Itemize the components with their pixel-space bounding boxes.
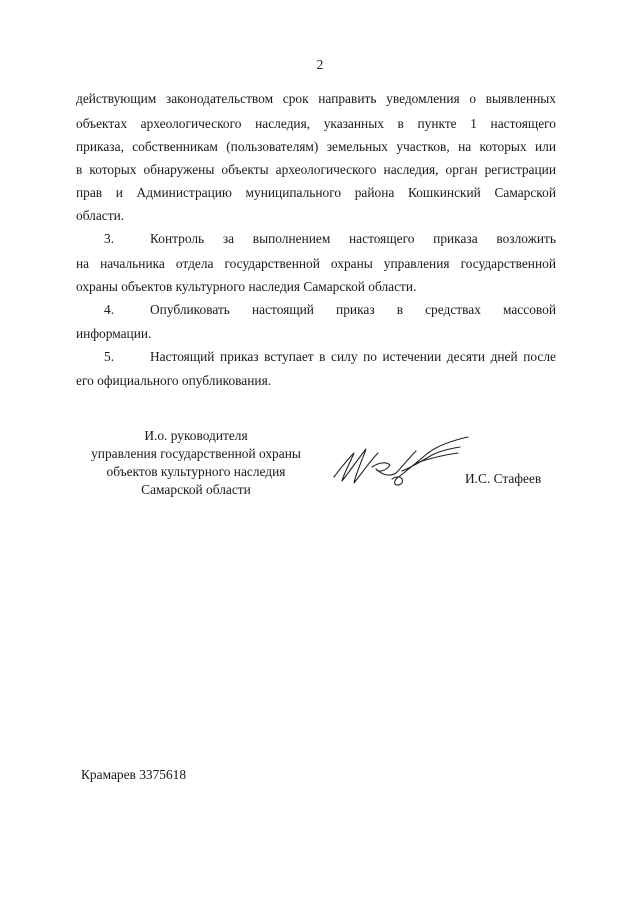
signer-position-line: Самарской области <box>141 482 251 497</box>
executor-contact: Крамарев 3375618 <box>81 767 187 782</box>
item-first-line: Настоящий приказ вступает в силу по истечении десяти дней после <box>150 349 556 364</box>
item-number: 5. <box>104 349 115 364</box>
paragraph-line: объектах археологического наследия, указанных в пункте 1 настоящего <box>76 116 556 131</box>
paragraph-line: приказа, собственникам (пользователям) земельных участков, на которых или <box>76 139 556 154</box>
paragraph-line: прав и Администрацию муниципального района Кошкинский Самарской <box>76 185 556 200</box>
paragraph-line: на начальника отдела государственной охраны управления государственной <box>76 256 556 271</box>
signer-position-line: объектов культурного наследия <box>106 464 286 479</box>
page-number: 2 <box>316 57 324 72</box>
paragraph-line: его официального опубликования. <box>76 373 272 388</box>
signer-position-line: управления государственной охраны <box>91 446 301 461</box>
item-first-line: Опубликовать настоящий приказ в средствах массовой <box>150 302 556 317</box>
paragraph-line: охраны объектов культурного наследия Самарской области. <box>76 279 417 294</box>
signer-name: И.С. Стафеев <box>465 471 542 486</box>
signer-position-line: И.о. руководителя <box>144 428 248 443</box>
item-number: 4. <box>104 302 115 317</box>
paragraph-line: действующим законодательством срок направить уведомления о выявленных <box>76 91 556 106</box>
paragraph-line: информации. <box>76 326 152 341</box>
item-first-line: Контроль за выполнением настоящего приказа возложить <box>150 231 556 246</box>
paragraph-line: области. <box>76 208 125 223</box>
handwritten-signature <box>332 433 472 497</box>
item-number: 3. <box>104 231 115 246</box>
paragraph-line: в которых обнаружены объекты археологического наследия, орган регистрации <box>76 162 556 177</box>
